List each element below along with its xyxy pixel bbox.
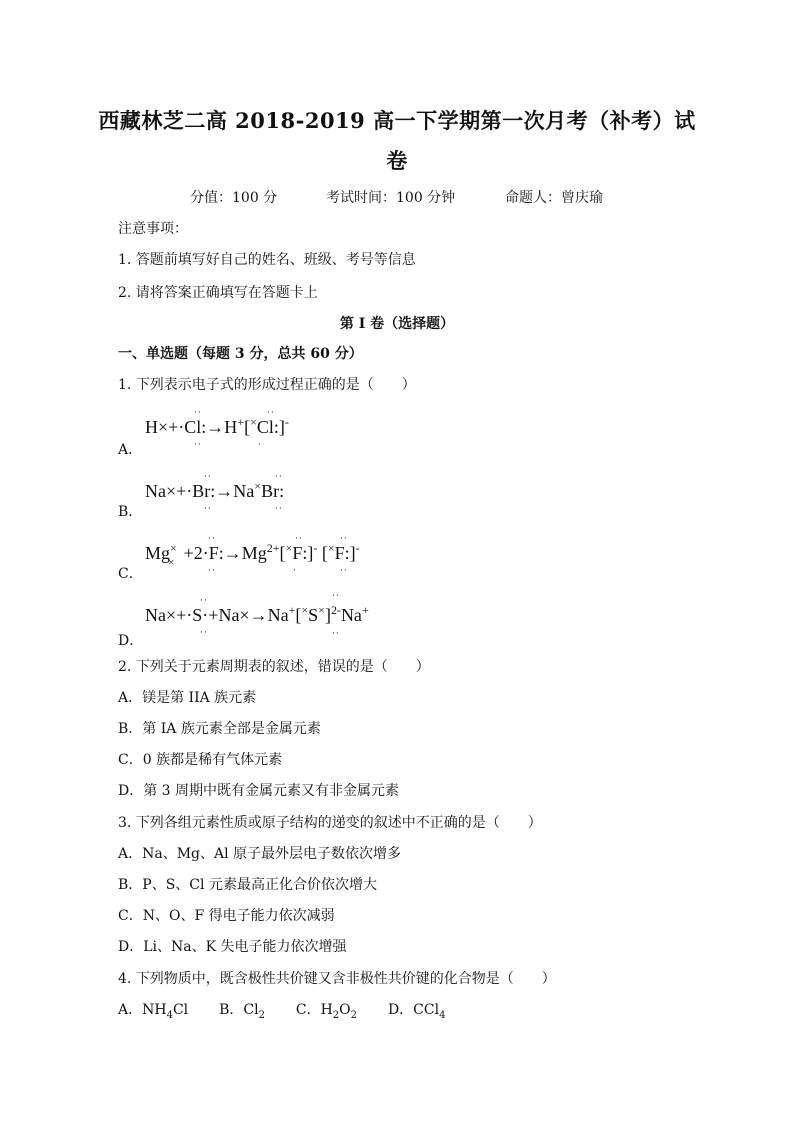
q4-option-d: D．CCl$_4$	[387, 1002, 446, 1021]
electron-dots: ··	[340, 534, 348, 544]
q1-option-b-label: B．	[118, 504, 143, 520]
q3-option-d: D．Li、Na、K 失电子能力依次增强	[118, 939, 347, 955]
electron-dots: ··	[267, 408, 275, 418]
q4-options	[118, 999, 445, 1021]
q4-option-b: B．$Cl_2$	[219, 1002, 265, 1021]
exam-title-line2: 卷	[386, 148, 408, 173]
question-4-stem: 4. 下列物质中，既含极性共价键又含非极性共价键的化合物是（ ）	[118, 971, 556, 987]
note-item-2: 2. 请将答案正确填写在答题卡上	[118, 285, 318, 301]
electron-dots: ··	[332, 591, 340, 601]
electron-dots: ··	[208, 534, 216, 544]
question-3-stem: 3. 下列各组元素性质或原子结构的递变的叙述中不正确的是（ ）	[118, 815, 542, 831]
q4-option-a: A．$NH_4Cl$	[118, 1002, 189, 1021]
q1-option-c-label: C．	[118, 566, 143, 582]
q1-option-b-formula: Na×+·Br:→Na×Br:	[145, 479, 285, 501]
electron-dots: ··	[204, 472, 212, 482]
question-2-stem: 2. 下列关于元素周期表的叙述，错误的是（ ）	[118, 659, 430, 675]
q2-option-c: C．0 族都是稀有气体元素	[118, 752, 283, 768]
q2-option-d: D．第 3 周期中既有金属元素又有非金属元素	[118, 783, 400, 799]
electron-dots: ·	[293, 566, 297, 576]
q1-option-c-formula: $Mg^\times_\times$ $+2\cdot F:\to Mg^{2+}[^\times F:]^-$ [×F:]-	[145, 541, 360, 569]
electron-dots: ··	[208, 566, 216, 576]
electron-dots: ··	[194, 408, 202, 418]
q2-option-a: A．镁是第 IIA 族元素	[118, 690, 257, 706]
q4-option-c: C．$H_2O_2$	[295, 1002, 358, 1021]
q2-option-b: B．第 IA 族元素全部是金属元素	[118, 721, 321, 737]
q3-option-a: A．Na、Mg、Al 原子最外层电子数依次增多	[118, 846, 402, 862]
electron-dots: ··	[295, 534, 303, 544]
electron-dots: ··	[332, 629, 340, 639]
electron-dots: ··	[275, 504, 283, 514]
time-info: 考试时间：100 分钟	[326, 190, 456, 206]
electron-dots: ··	[200, 596, 208, 606]
electron-dots: ··	[194, 440, 202, 450]
score-info: 分值：100 分	[190, 190, 278, 206]
q1-option-a-formula: H×+·Cl:→H+[×Cl:]-	[145, 415, 289, 437]
author-info: 命题人：曾庆瑜	[505, 190, 603, 206]
volume-heading: 第 I 卷（选择题）	[339, 316, 455, 332]
question-1-stem: 1. 下列表示电子式的形成过程正确的是（ ）	[118, 377, 416, 393]
electron-dots: ·	[258, 440, 262, 450]
q1-option-d-label: D．	[118, 633, 144, 649]
exam-title-line1: 西藏林芝二高 2018-2019 高一下学期第一次月考（补考）试	[98, 108, 696, 133]
electron-dots: ··	[200, 628, 208, 638]
electron-dots: ··	[204, 504, 212, 514]
electron-dots: ··	[275, 472, 283, 482]
q1-option-a-label: A．	[118, 442, 143, 458]
q3-option-b: B．P、S、Cl 元素最高正化合价依次增大	[118, 877, 377, 893]
part-heading: 一、单选题（每题 3 分，总共 60 分）	[118, 346, 363, 362]
q3-option-c: C．N、O、F 得电子能力依次减弱	[118, 908, 335, 924]
electron-dots: ··	[340, 566, 348, 576]
note-item-1: 1. 答题前填写好自己的姓名、班级、考号等信息	[118, 252, 416, 268]
notes-heading: 注意事项：	[118, 221, 188, 237]
q1-option-d-formula: $Na\times+\cdot S\cdot+Na\times\to Na^+[^\times S^\times]^{2-}Na^+$	[145, 603, 369, 625]
